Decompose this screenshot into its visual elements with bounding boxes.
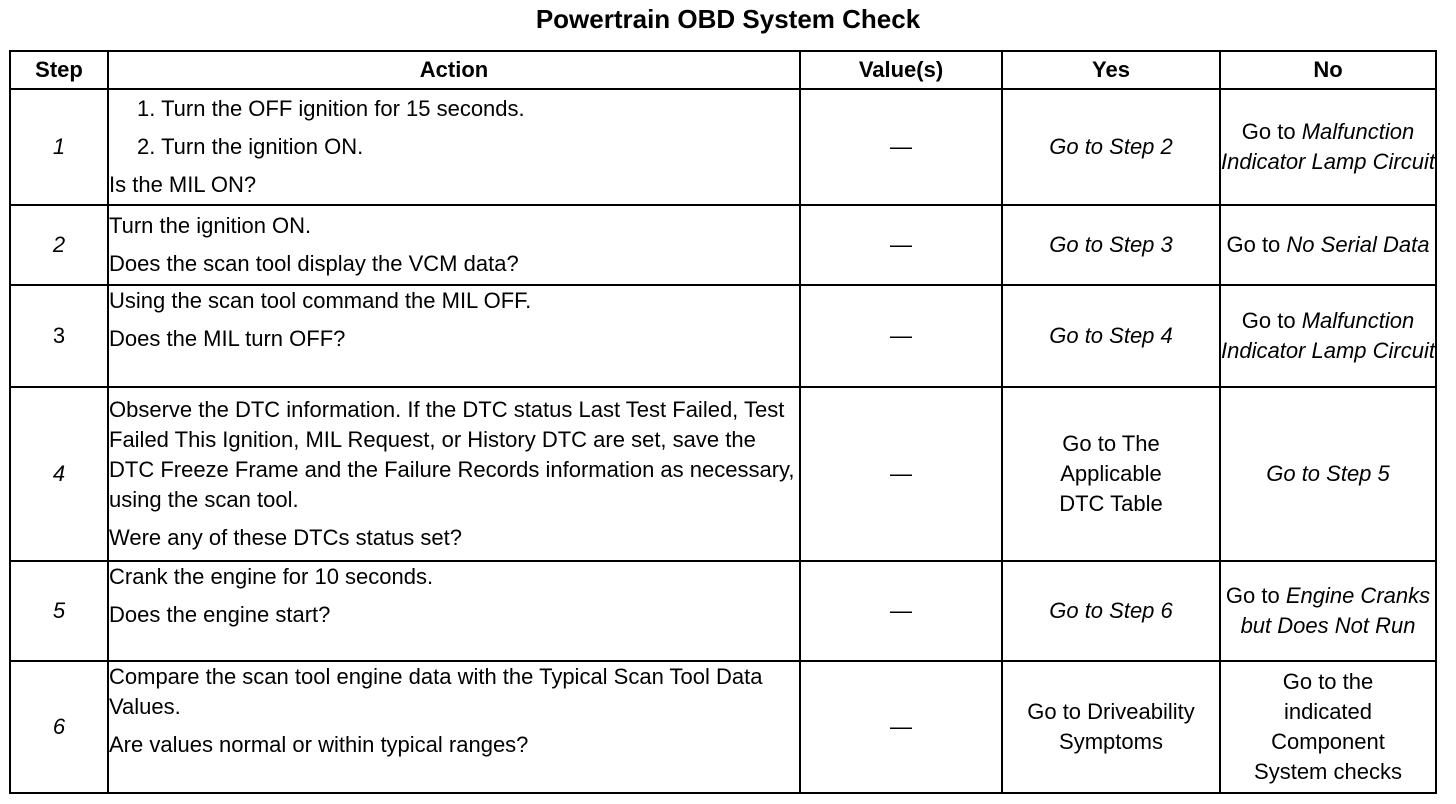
action-cell — [108, 661, 800, 793]
action-text: Observe the DTC information. If the DTC status Last Test Failed, Test Failed This Ignition, MIL Request, or History DTC are set, save the DTC Freeze Frame and the Failure Records information as necessary, using the scan tool. — [109, 397, 795, 512]
yes-link[interactable]: Go to Step 2 — [1002, 89, 1220, 205]
header-values: Value(s) — [800, 51, 1002, 89]
action-question: Does the engine start? — [109, 602, 331, 627]
table-row — [10, 89, 1436, 205]
value-cell: — — [800, 89, 1002, 205]
obd-check-table — [9, 50, 1437, 794]
action-cell — [108, 285, 800, 387]
header-yes: Yes — [1002, 51, 1220, 89]
action-cell — [108, 561, 800, 661]
table-row — [10, 387, 1436, 561]
action-steps-list — [109, 94, 799, 162]
no-link[interactable]: Go to Malfunction Indicator Lamp Circuit — [1220, 285, 1436, 387]
action-text: Crank the engine for 10 seconds. — [109, 564, 434, 589]
action-question: Is the MIL ON? — [109, 172, 257, 197]
no-link[interactable]: Go to Malfunction Indicator Lamp Circuit — [1220, 89, 1436, 205]
value-cell: — — [800, 387, 1002, 561]
table-row — [10, 205, 1436, 285]
step-number: 2 — [10, 205, 108, 285]
table-header-row — [10, 51, 1436, 89]
action-cell — [108, 387, 800, 561]
value-cell: — — [800, 661, 1002, 793]
yes-link[interactable]: Go to Step 6 — [1002, 561, 1220, 661]
no-link[interactable]: Go to No Serial Data — [1220, 205, 1436, 285]
table-row — [10, 561, 1436, 661]
table-row — [10, 285, 1436, 387]
action-cell — [108, 205, 800, 285]
header-no: No — [1220, 51, 1436, 89]
action-text: Using the scan tool command the MIL OFF. — [109, 288, 532, 313]
action-step: 2. Turn the ignition ON. — [137, 134, 364, 159]
action-question: Does the MIL turn OFF? — [109, 326, 346, 351]
yes-link[interactable]: Go to Step 3 — [1002, 205, 1220, 285]
action-question: Were any of these DTCs status set? — [109, 525, 462, 550]
page-title: Powertrain OBD System Check — [535, 4, 921, 34]
step-number: 1 — [10, 89, 108, 205]
table-row — [10, 661, 1436, 793]
action-step: 1. Turn the OFF ignition for 15 seconds. — [137, 96, 525, 121]
value-cell: — — [800, 205, 1002, 285]
no-link[interactable]: Go to the indicated Component System checks — [1220, 661, 1436, 793]
value-cell: — — [800, 561, 1002, 661]
step-number: 4 — [10, 387, 108, 561]
step-number: 6 — [10, 661, 108, 793]
no-link[interactable]: Go to Engine Cranks but Does Not Run — [1220, 561, 1436, 661]
no-link[interactable]: Go to Step 5 — [1220, 387, 1436, 561]
step-number: 3 — [10, 285, 108, 387]
action-text: Compare the scan tool engine data with the Typical Scan Tool Data Values. — [109, 664, 763, 719]
yes-link[interactable]: Go to Step 4 — [1002, 285, 1220, 387]
action-cell — [108, 89, 800, 205]
value-cell: — — [800, 285, 1002, 387]
header-step: Step — [10, 51, 108, 89]
action-question: Are values normal or within typical ranges? — [109, 732, 529, 757]
action-question: Does the scan tool display the VCM data? — [109, 251, 519, 276]
header-action: Action — [108, 51, 800, 89]
yes-link[interactable]: Go to Driveability Symptoms — [1002, 661, 1220, 793]
yes-link[interactable]: Go to The Applicable DTC Table — [1002, 387, 1220, 561]
action-text: Turn the ignition ON. — [109, 213, 312, 238]
step-number: 5 — [10, 561, 108, 661]
